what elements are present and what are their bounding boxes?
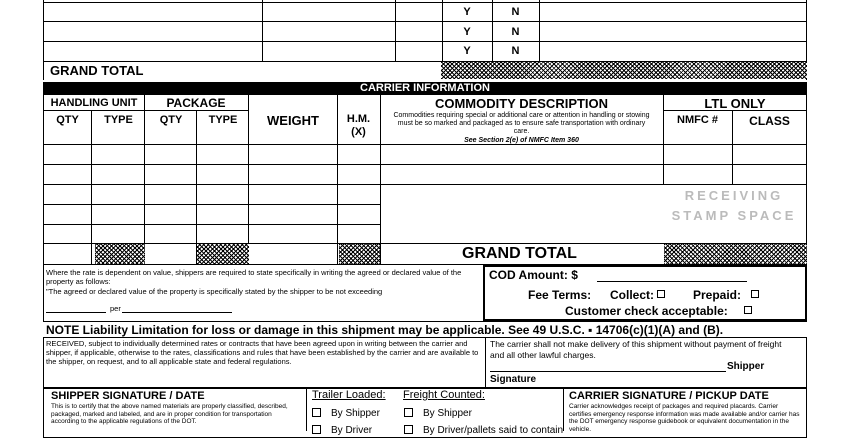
hatch-fill	[339, 244, 380, 264]
value-amount-line	[46, 312, 106, 313]
grand-total-top-label: GRAND TOTAL	[50, 63, 144, 78]
received-text: RECEIVED, subject to individually determined rates or contracts that have been agreed upon in writing between the carrier and shipper, if applicable, otherwise to the rates, classifications and rules that have been established by the carrier and are available to the shipper, on request, and to all applicable state and federal regulations.	[46, 339, 479, 366]
nmfc-header: NMFC #	[677, 114, 718, 126]
fee-terms-label: Fee Terms:	[528, 288, 592, 302]
carrier-acknowledgement: Carrier acknowledges receipt of packages and required placards. Carrier certifies emergency response information was made available and/or carrier has the DOT emergency response guidebook or equivalent documentation in the vehicle.	[569, 403, 800, 433]
freight-by-driver-checkbox[interactable]	[404, 425, 413, 434]
trailer-loaded-label: Trailer Loaded:	[312, 389, 386, 401]
commodity-header: COMMODITY DESCRIPTION	[434, 96, 609, 111]
grand-total-bottom-label: GRAND TOTAL	[462, 245, 577, 262]
collect-label: Collect:	[610, 288, 655, 302]
no-mark: N	[511, 6, 520, 18]
prepaid-checkbox[interactable]	[751, 290, 759, 298]
yes-mark: Y	[463, 45, 471, 57]
signature-label: Signature	[490, 374, 537, 385]
package-header: PACKAGE	[166, 96, 226, 110]
class-header: CLASS	[749, 114, 790, 128]
carrier-info-title: CARRIER INFORMATION	[360, 82, 490, 94]
yes-mark: Y	[463, 6, 471, 18]
shipper-label: Shipper	[727, 361, 765, 372]
type-header: TYPE	[104, 114, 133, 126]
yes-mark: Y	[463, 26, 471, 38]
commodity-note: Commodities requiring special or additional care or attention in handling or stowing must be so marked and packaged as to ensure safe transportation with ordinary care.	[393, 112, 650, 135]
weight-header: WEIGHT	[267, 113, 319, 128]
trailer-by-driver-label: By Driver	[331, 425, 373, 436]
hatch-fill	[441, 62, 807, 79]
no-mark: N	[511, 45, 520, 57]
shipper-certification: This is to certify that the above named materials are properly classified, described, packaged, marked and labeled, and are in proper condition for transportation according to the applicable regulations of the DOT.	[51, 403, 288, 425]
hatch-fill	[197, 244, 249, 264]
carrier-signature-title: CARRIER SIGNATURE / PICKUP DATE	[569, 390, 769, 402]
hatch-fill	[95, 244, 145, 264]
prepaid-label: Prepaid:	[693, 288, 742, 302]
shipper-signature-line[interactable]	[490, 371, 726, 372]
ltl-only-header: LTL ONLY	[704, 96, 766, 111]
handling-unit-header: HANDLING UNIT	[50, 97, 138, 109]
hatch-fill	[664, 244, 807, 264]
type-header: TYPE	[208, 114, 238, 126]
commodity-see: See Section 2(e) of NMFC Item 360	[464, 137, 579, 144]
value-declaration-text: Where the rate is dependent on value, shippers are required to state specifically in writing the agreed or declared value of the property as follows:	[46, 268, 462, 286]
qty-header: QTY	[56, 114, 79, 126]
receiving-stamp-text: STAMP SPACE	[671, 208, 797, 223]
value-per-line	[122, 312, 232, 313]
cod-amount-line[interactable]	[597, 281, 747, 282]
freight-counted-label: Freight Counted:	[403, 389, 485, 401]
freight-by-shipper-label: By Shipper	[423, 408, 472, 419]
receiving-stamp-text: RECEIVING	[684, 188, 784, 203]
liability-note: NOTE Liability Limitation for loss or damage in this shipment may be applicable. See 49 U.S.C. ▪ 14706(c)(1)(A) and (B).	[46, 323, 724, 337]
qty-header: QTY	[159, 114, 183, 126]
no-mark: N	[511, 26, 520, 38]
value-declaration-text: "The agreed or declared value of the property is specifically stated by the shipper to be not exceeding	[46, 287, 383, 296]
cod-amount-label: COD Amount: $	[489, 268, 578, 282]
customer-check-checkbox[interactable]	[744, 306, 752, 314]
hm-x-header: (X)	[351, 126, 366, 138]
freight-by-shipper-checkbox[interactable]	[404, 408, 413, 417]
collect-checkbox[interactable]	[657, 290, 665, 298]
hm-header: H.M.	[346, 113, 371, 125]
trailer-by-shipper-label: By Shipper	[331, 408, 380, 419]
shipper-signature-title: SHIPPER SIGNATURE / DATE	[51, 390, 205, 402]
trailer-by-driver-checkbox[interactable]	[312, 425, 321, 434]
customer-check-label: Customer check acceptable:	[565, 304, 728, 318]
no-delivery-text: The carrier shall not make delivery of this shipment without payment of freight and all other lawful charges.	[490, 339, 782, 360]
value-per-label: per	[110, 304, 121, 313]
freight-by-driver-label: By Driver/pallets said to contain	[423, 425, 564, 436]
trailer-by-shipper-checkbox[interactable]	[312, 408, 321, 417]
